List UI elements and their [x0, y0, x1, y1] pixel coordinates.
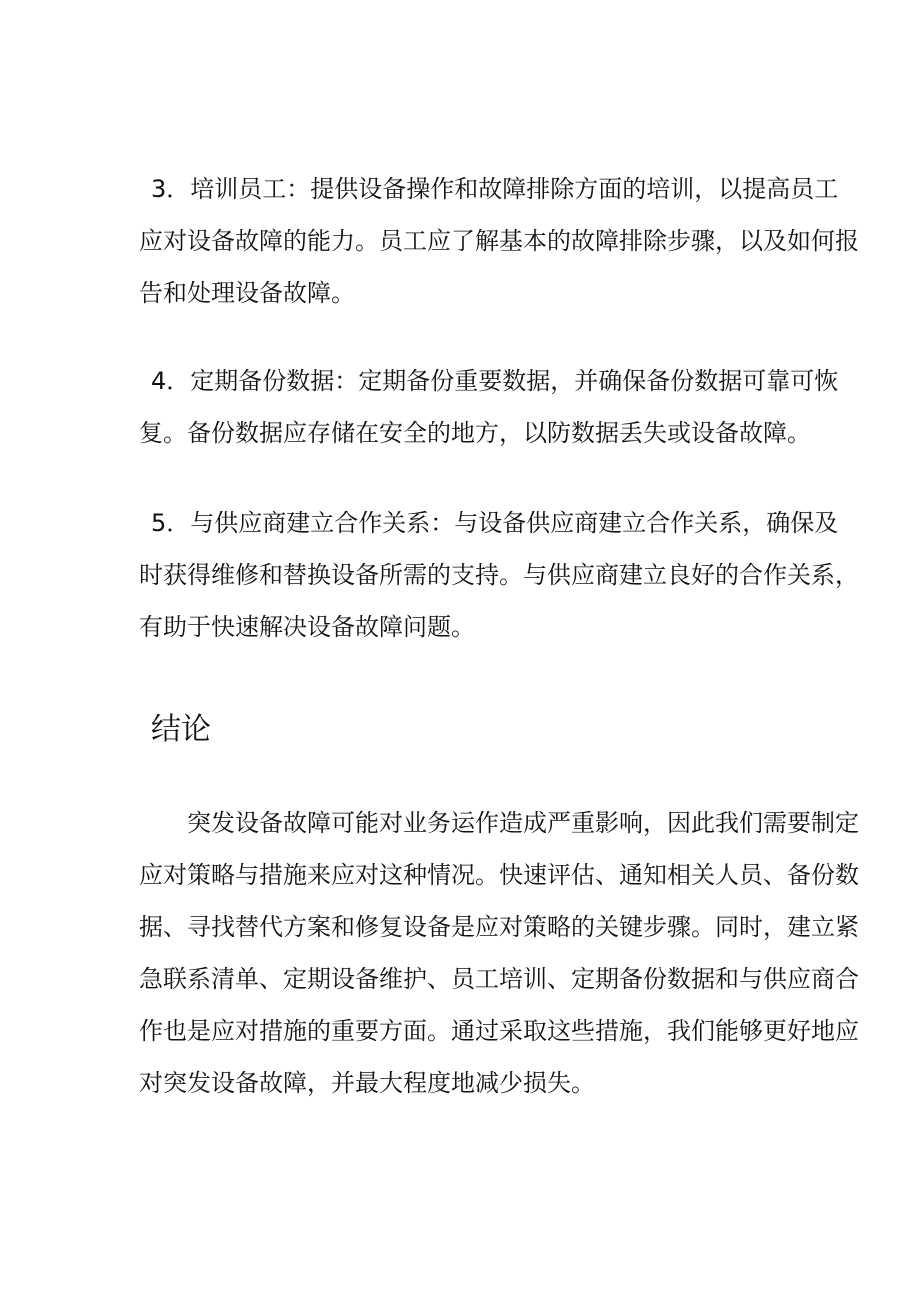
list-item-line: 复。备份数据应存储在安全的地方，以防数据丢失或设备故障。 — [139, 419, 811, 447]
list-item-line: 应对设备故障的能力。员工应了解基本的故障排除步骤，以及如何报 — [139, 227, 859, 255]
paragraph-line: 对突发设备故障，并最大程度地减少损失。 — [139, 1069, 595, 1097]
list-item-line: 有助于快速解决设备故障问题。 — [139, 613, 475, 641]
list-item-4 — [139, 355, 839, 459]
paragraph-line: 作也是应对措施的重要方面。通过采取这些措施，我们能够更好地应 — [139, 1017, 859, 1045]
list-item-number: 3 — [151, 175, 167, 203]
conclusion-paragraph — [139, 797, 859, 1109]
paragraph-line: 突发设备故障可能对业务运作造成严重影响，因此我们需要制定 — [187, 809, 859, 837]
list-item-5 — [139, 497, 859, 653]
list-item-line: 时获得维修和替换设备所需的支持。与供应商建立良好的合作关系， — [139, 561, 859, 589]
list-item-line: 5．与供应商建立合作关系：与设备供应商建立合作关系，确保及 — [151, 509, 839, 537]
paragraph-line: 急联系清单、定期设备维护、员工培训、定期备份数据和与供应商合 — [139, 965, 859, 993]
list-item-line: 3．培训员工：提供设备操作和故障排除方面的培训，以提高员工 — [151, 175, 839, 203]
section-heading-conclusion: 结论 — [151, 712, 211, 747]
list-item-3 — [139, 163, 859, 319]
paragraph-line: 据、寻找替代方案和修复设备是应对策略的关键步骤。同时，建立紧 — [139, 913, 859, 941]
list-item-number: 5 — [151, 509, 167, 537]
list-item-line: 告和处理设备故障。 — [139, 279, 355, 307]
list-item-number: 4 — [151, 367, 167, 395]
paragraph-line: 应对策略与措施来应对这种情况。快速评估、通知相关人员、备份数 — [139, 861, 859, 889]
list-item-line: 4．定期备份数据：定期备份重要数据，并确保备份数据可靠可恢 — [151, 367, 839, 395]
